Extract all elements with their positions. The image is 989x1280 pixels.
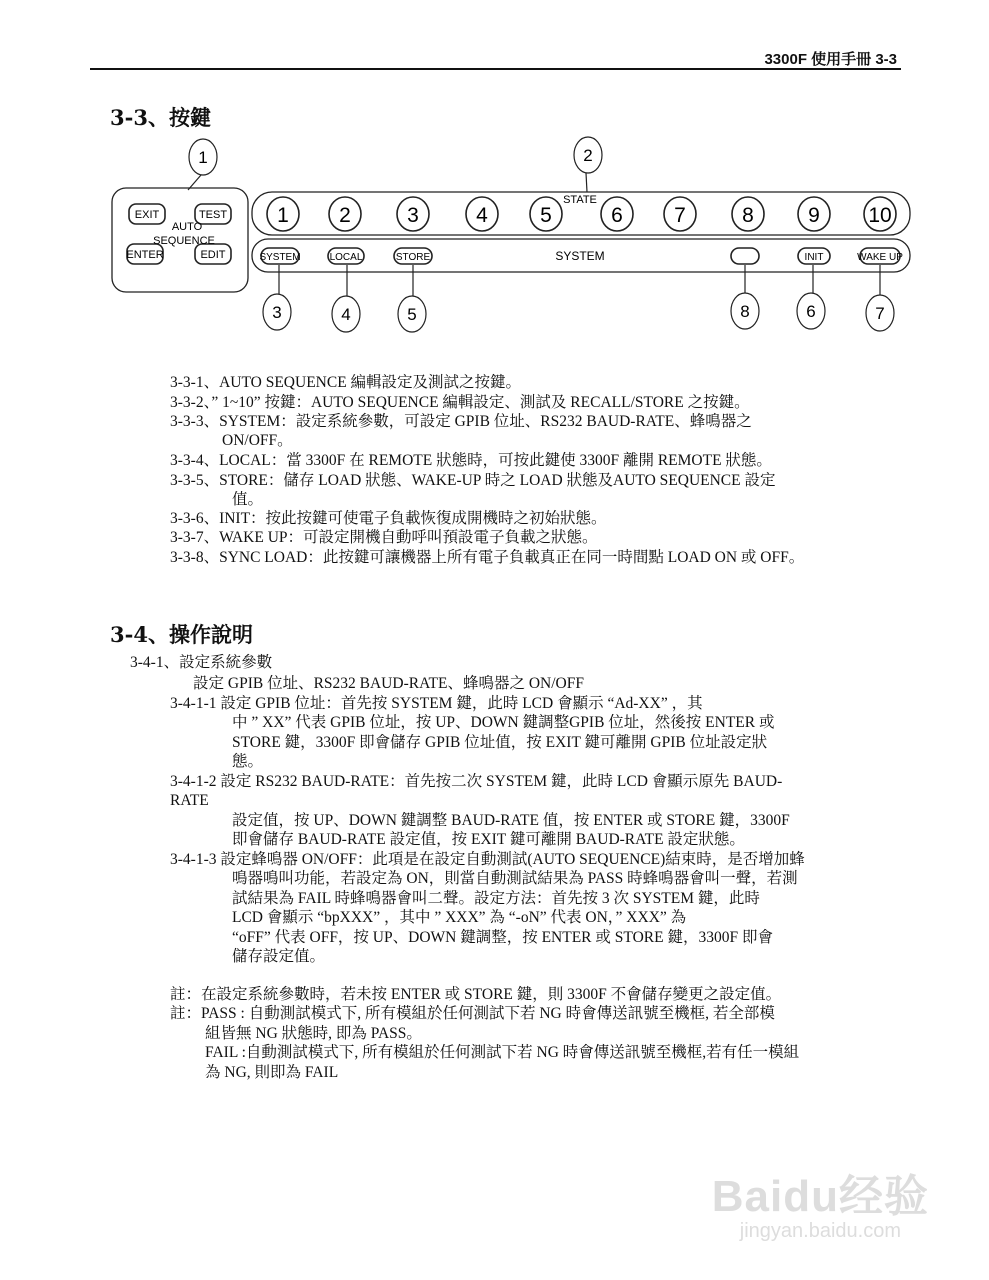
system-key-label: WAKE UP: [857, 252, 903, 263]
text-line: 試結果為 FAIL 時蜂鳴器會叫二聲。設定方法：首先按 3 次 SYSTEM 鍵，此時: [232, 890, 760, 907]
text-line: 為 NG, 則即為 FAIL: [205, 1064, 339, 1081]
text-line: “oFF” 代表 OFF，按 UP、DOWN 鍵調整，按 ENTER 或 STORE 鍵，3300F 即會: [232, 929, 773, 946]
watermark-brand: Baidu经验: [711, 1172, 929, 1221]
state-key-label: 3: [407, 204, 419, 227]
callout-number: 5: [407, 305, 417, 324]
text-line: 設定值，按 UP、DOWN 鍵調整 BAUD-RATE 值，按 ENTER 或 STORE 鍵，3300F: [232, 812, 790, 829]
auto-label: AUTO: [171, 221, 203, 233]
running-header: 3300F 使用手冊 3-3: [764, 51, 897, 68]
system-key-label: INIT: [804, 252, 824, 263]
callout-number: 8: [740, 302, 750, 321]
baidu-watermark: [712, 1160, 929, 1243]
text-line: 3-4-1-1 設定 GPIB 位址：首先按 SYSTEM 鍵，此時 LCD 會顯示 “Ad-XX” ，其: [170, 695, 703, 712]
text-line: 3-3-2、” 1~10” 按鍵：AUTO SEQUENCE 編輯設定、測試及 RECALL/STORE 之按鍵。: [170, 394, 750, 411]
text-line: 3-3-4、LOCAL：當 3300F 在 REMOTE 狀態時，可按此鍵使 3300F 離開 REMOTE 狀態。: [170, 452, 772, 469]
auto-key-label: EXIT: [134, 209, 160, 221]
state-key-label: 4: [476, 204, 488, 227]
text-line: 組皆無 NG 狀態時, 即為 PASS。: [205, 1025, 422, 1042]
state-key-label: 8: [742, 204, 754, 227]
text-line: 3-3-8、SYNC LOAD：此按鍵可讓機器上所有電子負載真正在同一時間點 LOAD ON 或 OFF。: [170, 549, 805, 566]
system-label: SYSTEM: [555, 249, 605, 263]
state-key-label: 9: [808, 204, 820, 227]
text-line: 3-4-1、設定系統參數: [130, 654, 273, 671]
state-key-label: 7: [674, 204, 686, 227]
text-line: 設定 GPIB 位址、RS232 BAUD-RATE、蜂鳴器之 ON/OFF: [193, 675, 584, 692]
text-line: 3-3-1、AUTO SEQUENCE 編輯設定及測試之按鍵。: [170, 374, 522, 391]
text-line: 3-3-3、SYSTEM：設定系統參數，可設定 GPIB 位址、RS232 BAUD-RATE、蜂鳴器之: [170, 413, 752, 430]
text-line: 註：在設定系統參數時，若未按 ENTER 或 STORE 鍵，則 3300F 不會儲存變更之設定值。: [170, 986, 782, 1003]
section-title-3-3: 3-3、按鍵: [110, 105, 211, 130]
callout-number: 1: [198, 148, 208, 167]
state-key-label: 6: [611, 204, 623, 227]
text-line: 中 ” XX” 代表 GPIB 位址，按 UP、DOWN 鍵調整GPIB 位址，然後按 ENTER 或: [232, 714, 775, 731]
text-line: LCD 會顯示 “bpXXX” ，其中 ” XXX” 為 “-oN” 代表 ON，” XXX” 為: [232, 909, 687, 926]
system-key-label: SYSTEM: [259, 252, 301, 263]
state-key-label: 5: [540, 204, 552, 227]
callout-number: 6: [806, 302, 816, 321]
callout-number: 4: [341, 305, 351, 324]
auto-key-label: ENTER: [126, 249, 164, 261]
auto-key-label: TEST: [198, 209, 228, 221]
text-line: STORE 鍵，3300F 即會儲存 GPIB 位址值，按 EXIT 鍵可離開 GPIB 位址設定狀: [232, 734, 768, 751]
text-line: 即會儲存 BAUD-RATE 設定值，按 EXIT 鍵可離開 BAUD-RATE 設定狀態。: [232, 831, 745, 848]
text-line: 儲存設定值。: [232, 948, 326, 965]
text-line: RATE: [170, 792, 209, 809]
text-line: 值。: [232, 491, 264, 508]
state-key-label: 1: [277, 204, 289, 227]
system-key-label: LOCAL: [329, 252, 363, 263]
system-key-label: STORE: [395, 252, 431, 263]
text-line: 3-4-1-3 設定蜂鳴器 ON/OFF：此項是在設定自動測試(AUTO SEQUENCE)結束時，是否增加蜂: [170, 851, 805, 868]
callout-number: 3: [272, 303, 282, 322]
callout-number: 2: [583, 146, 593, 165]
text-line: 3-3-6、INIT：按此按鍵可使電子負載恢復成開機時之初始狀態。: [170, 510, 607, 527]
callout-number: 7: [875, 304, 885, 323]
text-line: 3-3-7、WAKE UP：可設定開機自動呼叫預設電子負載之狀態。: [170, 529, 598, 546]
auto-key-label: EDIT: [200, 249, 226, 261]
text-line: ON/OFF。: [222, 432, 293, 449]
sequence-label: SEQUENCE: [153, 235, 215, 247]
text-line: FAIL :自動測試模式下, 所有模組於任何測試下若 NG 時會傳送訊號至機框,若有任一模組: [205, 1044, 800, 1061]
state-key-label: 10: [868, 204, 892, 227]
text-line: 鳴器鳴叫功能，若設定為 ON，則當自動測試結果為 PASS 時蜂鳴器會叫一聲，若測: [232, 870, 798, 887]
text-line: 態。: [232, 753, 264, 770]
state-label: STATE: [563, 194, 597, 206]
text-line: 3-4-1-2 設定 RS232 BAUD-RATE：首先按二次 SYSTEM 鍵，此時 LCD 會顯示原先 BAUD-: [170, 773, 783, 790]
text-line: 註：PASS : 自動測試模式下, 所有模組於任何測試下若 NG 時會傳送訊號至機框, 若全部模: [170, 1005, 775, 1022]
state-key-label: 2: [339, 204, 351, 227]
keypad-diagram: [0, 0, 989, 340]
text-line: 3-3-5、STORE：儲存 LOAD 狀態、WAKE-UP 時之 LOAD 狀態及AUTO SEQUENCE 設定: [170, 472, 776, 489]
section-title-3-4: 3-4、操作說明: [110, 622, 253, 647]
system-key: [731, 248, 759, 264]
watermark-url: jingyan.baidu.com: [739, 1220, 901, 1242]
